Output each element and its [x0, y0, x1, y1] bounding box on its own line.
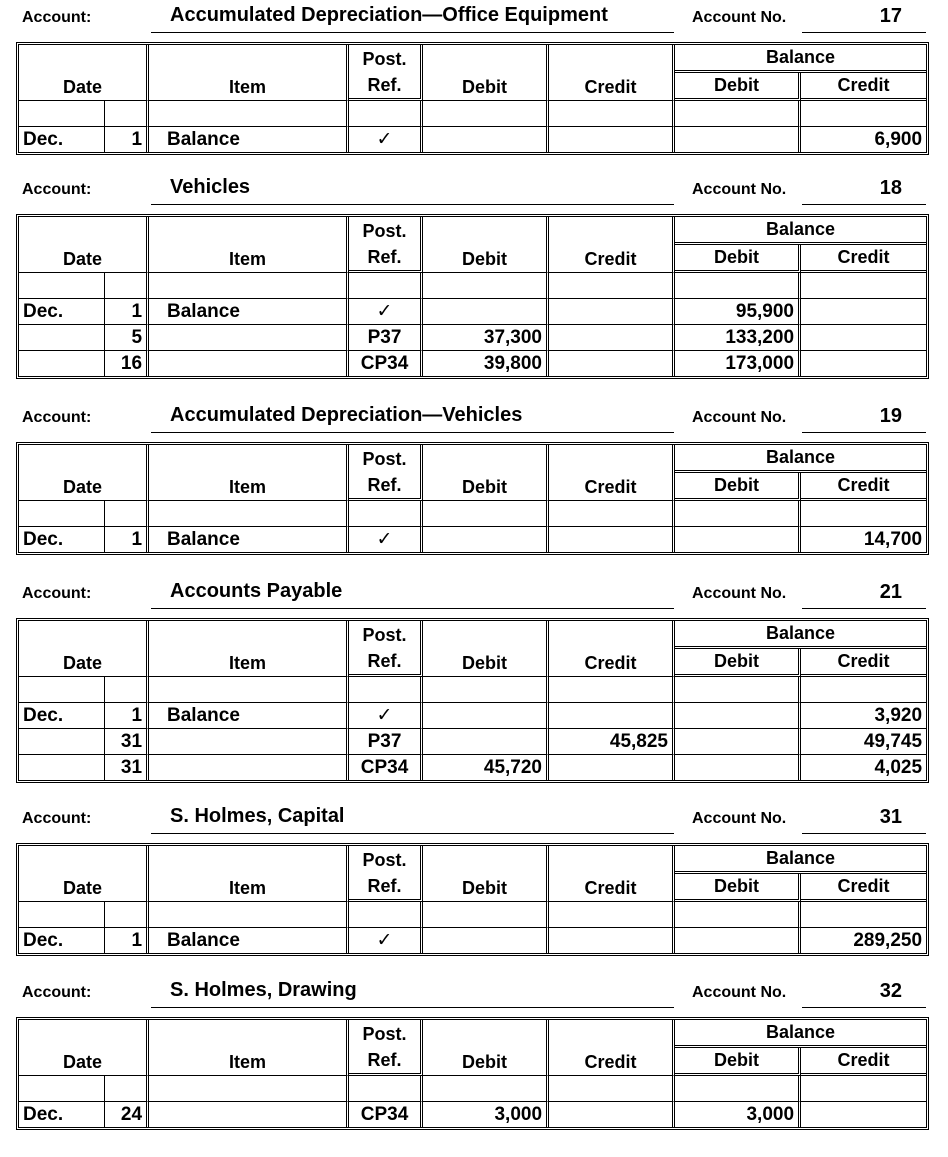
entry-month: Dec.	[19, 127, 105, 152]
entry-balance-credit: 49,745	[801, 729, 926, 755]
entry-balance-credit	[801, 351, 926, 376]
entry-balance-debit	[675, 127, 801, 152]
entry-balance-debit: 95,900	[675, 299, 801, 325]
col-header-post: Post.	[349, 217, 423, 245]
account-header	[0, 801, 948, 843]
col-header-item: Item	[149, 45, 349, 101]
entry-credit	[549, 325, 675, 351]
entry-credit	[549, 928, 675, 953]
account-name: Vehicles	[170, 176, 251, 198]
entry-balance-credit	[801, 299, 926, 325]
entry-balance-debit	[675, 729, 801, 755]
ledger-account-19	[0, 400, 948, 555]
account-name: Accounts Payable	[170, 580, 343, 602]
entry-day: 1	[105, 527, 149, 552]
entry-debit: 37,300	[423, 325, 549, 351]
col-header-date: Date	[19, 846, 149, 902]
col-header-balance-debit: Debit	[675, 73, 801, 101]
col-header-ref: Ref.	[349, 649, 423, 677]
account-no-label: Account No.	[692, 181, 787, 198]
account-label: Account:	[22, 585, 92, 602]
entry-post-ref: ✓	[349, 703, 423, 729]
col-header-post: Post.	[349, 1020, 423, 1048]
entry-credit	[549, 127, 675, 152]
col-header-item: Item	[149, 445, 349, 501]
blank-row	[19, 1076, 926, 1102]
account-no-underline	[802, 204, 926, 205]
ledger-account-21	[0, 576, 948, 783]
account-name: Accumulated Depreciation—Office Equipment	[170, 4, 608, 26]
entry-balance-debit	[675, 703, 801, 729]
ledger-account-18	[0, 172, 948, 379]
entry-balance-debit: 173,000	[675, 351, 801, 376]
account-no-underline	[802, 32, 926, 33]
account-name: Accumulated Depreciation—Vehicles	[170, 404, 523, 426]
entry-day: 31	[105, 729, 149, 755]
col-header-debit: Debit	[423, 846, 549, 902]
account-number: 19	[879, 405, 902, 427]
ledger-entry-row	[19, 299, 926, 325]
entry-balance-credit: 14,700	[863, 529, 923, 550]
col-header-post: Post.	[349, 621, 423, 649]
account-header	[0, 975, 948, 1017]
entry-debit: 39,800	[423, 351, 549, 376]
col-header-debit: Debit	[423, 445, 549, 501]
ledger-table	[16, 1017, 929, 1130]
col-header-balance-debit: Debit	[675, 649, 801, 677]
entry-post-ref: P37	[349, 729, 423, 755]
col-header-balance: Balance	[675, 217, 926, 245]
entry-item: Balance	[149, 127, 349, 152]
ledger-account-31	[0, 801, 948, 956]
entry-item	[149, 351, 349, 376]
account-number: 21	[879, 581, 902, 603]
col-header-credit: Credit	[549, 217, 675, 273]
col-header-debit: Debit	[423, 1020, 549, 1076]
entry-credit	[549, 1102, 675, 1127]
entry-item	[149, 1102, 349, 1127]
col-header-item: Item	[149, 1020, 349, 1076]
entry-credit	[549, 351, 675, 376]
entry-day: 1	[105, 299, 149, 325]
col-header-balance-debit: Debit	[675, 473, 801, 501]
col-header-balance: Balance	[675, 45, 926, 73]
entry-credit: 45,825	[549, 729, 675, 755]
entry-item	[149, 325, 349, 351]
ledger-table	[16, 42, 929, 155]
ledger-table	[16, 442, 929, 555]
col-header-balance-debit: Debit	[675, 1048, 801, 1076]
col-header-credit: Credit	[549, 621, 675, 677]
account-label: Account:	[22, 409, 92, 426]
entry-balance-credit: 6,900	[874, 129, 923, 150]
account-no-underline	[802, 1007, 926, 1008]
col-header-balance: Balance	[675, 621, 926, 649]
ledger-table	[16, 843, 929, 956]
col-header-balance-credit: Credit	[801, 649, 926, 677]
col-header-balance-credit: Credit	[801, 73, 926, 101]
blank-row	[19, 101, 926, 127]
account-name: S. Holmes, Capital	[170, 805, 345, 827]
entry-item	[149, 755, 349, 780]
col-header-balance-debit: Debit	[675, 245, 801, 273]
col-header-item: Item	[149, 217, 349, 273]
account-number: 17	[879, 5, 902, 27]
ledger-account-32	[0, 975, 948, 1130]
col-header-balance-credit: Credit	[801, 874, 926, 902]
account-number: 32	[879, 980, 902, 1002]
entry-post-ref: ✓	[349, 527, 423, 552]
col-header-ref: Ref.	[349, 73, 423, 101]
entry-balance-credit: 289,250	[853, 930, 923, 951]
account-no-label: Account No.	[692, 409, 787, 426]
entry-credit	[549, 755, 675, 780]
entry-balance-credit: 3,920	[801, 703, 926, 729]
entry-credit	[549, 527, 675, 552]
entry-balance-credit: 4,025	[874, 757, 923, 778]
col-header-balance: Balance	[675, 1020, 926, 1048]
col-header-balance-credit: Credit	[801, 473, 926, 501]
account-no-label: Account No.	[692, 984, 787, 1001]
account-name-underline	[151, 1007, 674, 1008]
entry-item	[149, 729, 349, 755]
col-header-date: Date	[19, 45, 149, 101]
entry-balance-debit: 133,200	[675, 325, 801, 351]
ledger-entry-row	[19, 127, 926, 152]
account-no-label: Account No.	[692, 9, 787, 26]
entry-day: 1	[105, 703, 149, 729]
entry-debit: 3,000	[423, 1102, 549, 1127]
col-header-post: Post.	[349, 445, 423, 473]
entry-item: Balance	[149, 299, 349, 325]
entry-month: Dec.	[19, 527, 105, 552]
entry-item: Balance	[149, 527, 349, 552]
entry-balance-credit	[801, 1102, 926, 1127]
col-header-date: Date	[19, 621, 149, 677]
entry-post-ref: ✓	[349, 127, 423, 152]
entry-balance-debit	[675, 755, 801, 780]
account-no-label: Account No.	[692, 585, 787, 602]
account-name-underline	[151, 608, 674, 609]
col-header-balance-credit: Credit	[801, 1048, 926, 1076]
blank-row	[19, 677, 926, 703]
col-header-balance-debit: Debit	[675, 874, 801, 902]
account-label: Account:	[22, 810, 92, 827]
account-no-label: Account No.	[692, 810, 787, 827]
ledger-table	[16, 618, 929, 783]
entry-debit	[423, 928, 549, 953]
entry-month: Dec.	[19, 1102, 105, 1127]
col-header-post: Post.	[349, 846, 423, 874]
entry-month: Dec.	[19, 299, 105, 325]
col-header-debit: Debit	[423, 45, 549, 101]
col-header-post: Post.	[349, 45, 423, 73]
col-header-item: Item	[149, 621, 349, 677]
account-name-underline	[151, 32, 674, 33]
account-header	[0, 0, 948, 42]
col-header-credit: Credit	[549, 45, 675, 101]
col-header-debit: Debit	[423, 217, 549, 273]
entry-month	[19, 729, 105, 755]
ledger-table	[16, 214, 929, 379]
blank-row	[19, 501, 926, 527]
account-number: 31	[879, 806, 902, 828]
entry-day: 1	[105, 928, 149, 953]
entry-debit	[423, 729, 549, 755]
account-no-underline	[802, 432, 926, 433]
entry-day: 5	[105, 325, 149, 351]
col-header-credit: Credit	[549, 1020, 675, 1076]
entry-post-ref: ✓	[349, 299, 423, 325]
account-no-underline	[802, 608, 926, 609]
entry-balance-credit	[801, 325, 926, 351]
account-number: 18	[879, 177, 902, 199]
account-name-underline	[151, 432, 674, 433]
ledger-entry-row	[19, 1102, 926, 1127]
entry-post-ref: P37	[349, 325, 423, 351]
entry-post-ref: CP34	[349, 1102, 423, 1127]
entry-debit	[423, 527, 549, 552]
ledger-account-17	[0, 0, 948, 155]
col-header-credit: Credit	[549, 846, 675, 902]
entry-day: 24	[105, 1102, 149, 1127]
entry-month	[19, 351, 105, 376]
account-label: Account:	[22, 181, 92, 198]
entry-day: 16	[105, 351, 149, 376]
ledger-entry-row	[19, 351, 926, 376]
ledger-entry-row	[19, 325, 926, 351]
entry-balance-debit	[675, 928, 801, 953]
col-header-balance: Balance	[675, 445, 926, 473]
col-header-item: Item	[149, 846, 349, 902]
entry-balance-debit: 3,000	[675, 1102, 801, 1127]
entry-day: 31	[105, 755, 149, 780]
account-header	[0, 576, 948, 618]
col-header-debit: Debit	[423, 621, 549, 677]
entry-balance-debit	[675, 527, 801, 552]
entry-month: Dec.	[19, 703, 105, 729]
col-header-date: Date	[19, 1020, 149, 1076]
entry-item: Balance	[149, 928, 349, 953]
account-name-underline	[151, 204, 674, 205]
col-header-balance: Balance	[675, 846, 926, 874]
account-name: S. Holmes, Drawing	[170, 979, 357, 1001]
col-header-ref: Ref.	[349, 874, 423, 902]
col-header-ref: Ref.	[349, 473, 423, 501]
entry-debit	[423, 299, 549, 325]
col-header-credit: Credit	[549, 445, 675, 501]
ledger-entry-row	[19, 527, 926, 552]
ledger-entry-row	[19, 755, 926, 780]
col-header-balance-credit: Credit	[801, 245, 926, 273]
ledger-entry-row	[19, 729, 926, 755]
ledger-entry-row	[19, 928, 926, 953]
entry-debit	[423, 127, 549, 152]
entry-month	[19, 755, 105, 780]
entry-debit: 45,720	[423, 755, 549, 780]
entry-debit	[423, 703, 549, 729]
entry-credit	[549, 703, 675, 729]
entry-day: 1	[105, 127, 149, 152]
account-name-underline	[151, 833, 674, 834]
ledger-entry-row	[19, 703, 926, 729]
col-header-date: Date	[19, 445, 149, 501]
account-header	[0, 400, 948, 442]
col-header-date: Date	[19, 217, 149, 273]
entry-month	[19, 325, 105, 351]
blank-row	[19, 273, 926, 299]
blank-row	[19, 902, 926, 928]
entry-item: Balance	[149, 703, 349, 729]
entry-post-ref: CP34	[349, 351, 423, 376]
col-header-ref: Ref.	[349, 1048, 423, 1076]
account-label: Account:	[22, 9, 92, 26]
entry-post-ref: CP34	[349, 755, 423, 780]
entry-post-ref: ✓	[349, 928, 423, 953]
account-header	[0, 172, 948, 214]
col-header-ref: Ref.	[349, 245, 423, 273]
account-label: Account:	[22, 984, 92, 1001]
entry-month: Dec.	[19, 928, 105, 953]
entry-credit	[549, 299, 675, 325]
account-no-underline	[802, 833, 926, 834]
